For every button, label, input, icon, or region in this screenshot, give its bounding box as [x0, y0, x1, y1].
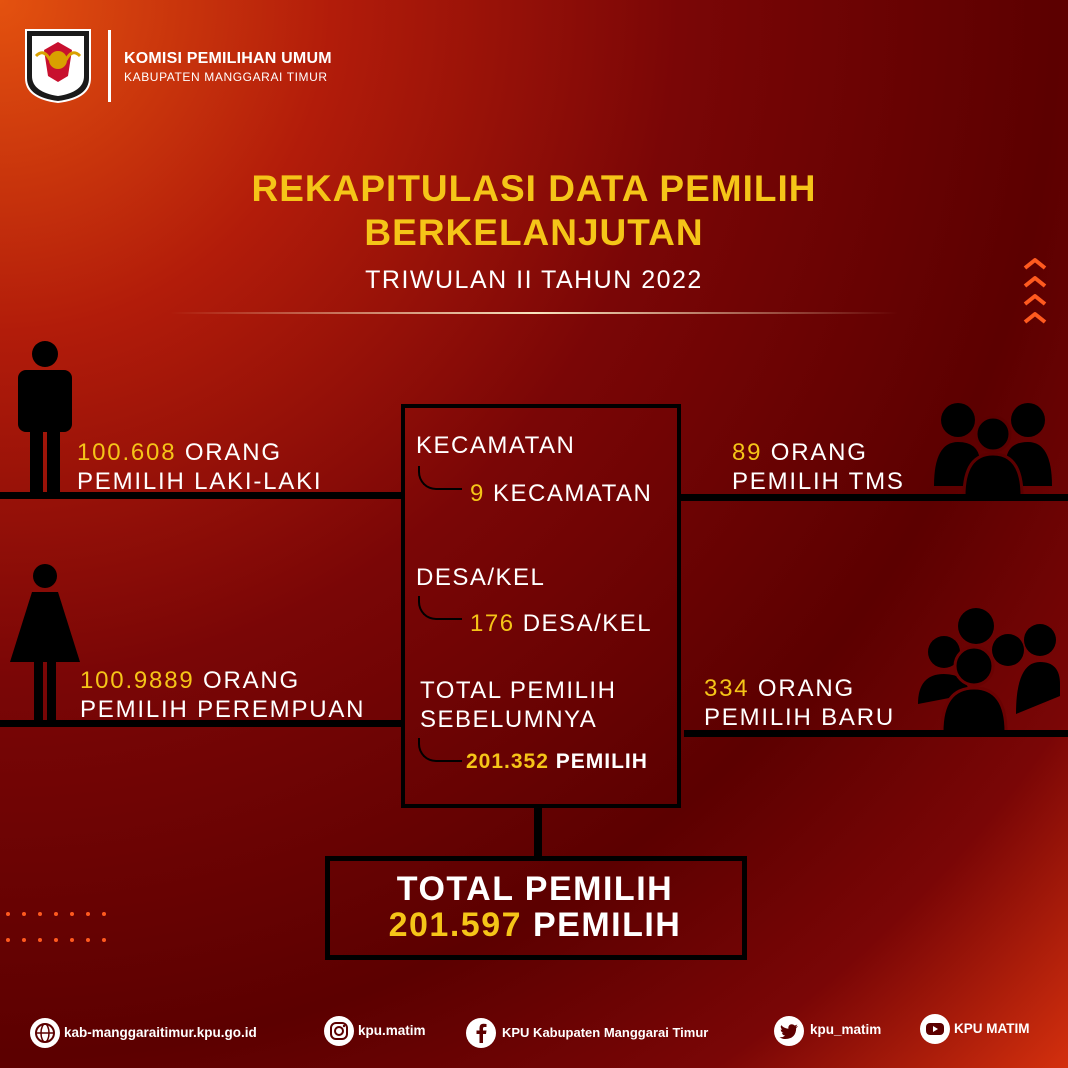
kecamatan-value-row [470, 480, 652, 508]
globe-icon[interactable] [30, 1018, 60, 1048]
title-line-1: REKAPITULASI DATA PEMILIH [251, 168, 817, 209]
org-name: KOMISI PEMILIHAN UMUM [124, 50, 332, 67]
kecamatan-label: KECAMATAN [416, 432, 576, 459]
total-unit: PEMILIH [532, 906, 682, 944]
tms-label: PEMILIH TMS [732, 468, 905, 495]
prev-total-label-1: TOTAL PEMILIH [420, 677, 617, 704]
new-voters-label: PEMILIH BARU [704, 704, 895, 731]
prev-total-hook [418, 738, 462, 762]
crowd-icon [918, 604, 1060, 732]
group-people-icon [934, 400, 1052, 496]
female-value: 100.9889 [80, 667, 195, 694]
female-unit: ORANG [202, 667, 300, 694]
tms-value: 89 [732, 439, 763, 466]
male-label: PEMILIH LAKI-LAKI [77, 468, 323, 495]
facebook-icon[interactable] [466, 1018, 496, 1048]
instagram-icon[interactable] [324, 1016, 354, 1046]
kecamatan-value: 9 [470, 480, 485, 507]
prev-total-unit: PEMILIH [555, 750, 648, 773]
male-value: 100.608 [77, 439, 177, 466]
female-person-icon [8, 562, 82, 722]
female-stat [80, 666, 365, 724]
subtitle: TRIWULAN II TAHUN 2022 [365, 266, 703, 294]
kpu-logo [22, 26, 94, 104]
prev-total-label-2: SEBELUMNYA [420, 706, 598, 733]
new-voters-value: 334 [704, 675, 750, 702]
female-label: PEMILIH PEREMPUAN [80, 696, 366, 723]
desa-unit: DESA/KEL [522, 610, 653, 637]
tms-stat [732, 438, 905, 496]
youtube-icon[interactable] [920, 1014, 950, 1044]
desa-value: 176 [470, 610, 515, 637]
org-subtitle: KABUPATEN MANGGARAI TIMUR [124, 70, 328, 84]
total-connector [534, 804, 542, 858]
total-label: TOTAL PEMILIH [396, 870, 674, 908]
male-stat [77, 438, 322, 496]
kecamatan-unit: KECAMATAN [493, 480, 653, 507]
instagram-link[interactable]: kpu.matim [358, 1023, 426, 1038]
tms-unit: ORANG [770, 439, 868, 466]
title-line-2: BERKELANJUTAN [364, 212, 704, 253]
new-voters-stat [704, 674, 895, 732]
total-value-row [330, 906, 740, 945]
kecamatan-hook [418, 466, 462, 490]
prev-total-value-row [466, 750, 648, 774]
facebook-link[interactable]: KPU Kabupaten Manggarai Timur [502, 1025, 709, 1040]
header-divider [108, 30, 111, 102]
new-voters-unit: ORANG [757, 675, 855, 702]
desa-hook [418, 596, 462, 620]
prev-total-value: 201.352 [466, 750, 549, 773]
male-person-icon [14, 340, 76, 496]
chevrons-up-icon [1022, 256, 1048, 326]
twitter-link[interactable]: kpu_matim [810, 1022, 882, 1037]
total-value: 201.597 [388, 906, 523, 944]
twitter-icon[interactable] [774, 1016, 804, 1046]
decorative-dots [5, 910, 115, 944]
desa-label: DESA/KEL [416, 564, 546, 591]
website-link[interactable]: kab-manggaraitimur.kpu.go.id [64, 1025, 257, 1040]
male-unit: ORANG [184, 439, 282, 466]
title-glow-divider [170, 312, 898, 314]
desa-value-row [470, 610, 652, 638]
youtube-link[interactable]: KPU MATIM [954, 1021, 1030, 1036]
prev-total-label [420, 676, 616, 734]
